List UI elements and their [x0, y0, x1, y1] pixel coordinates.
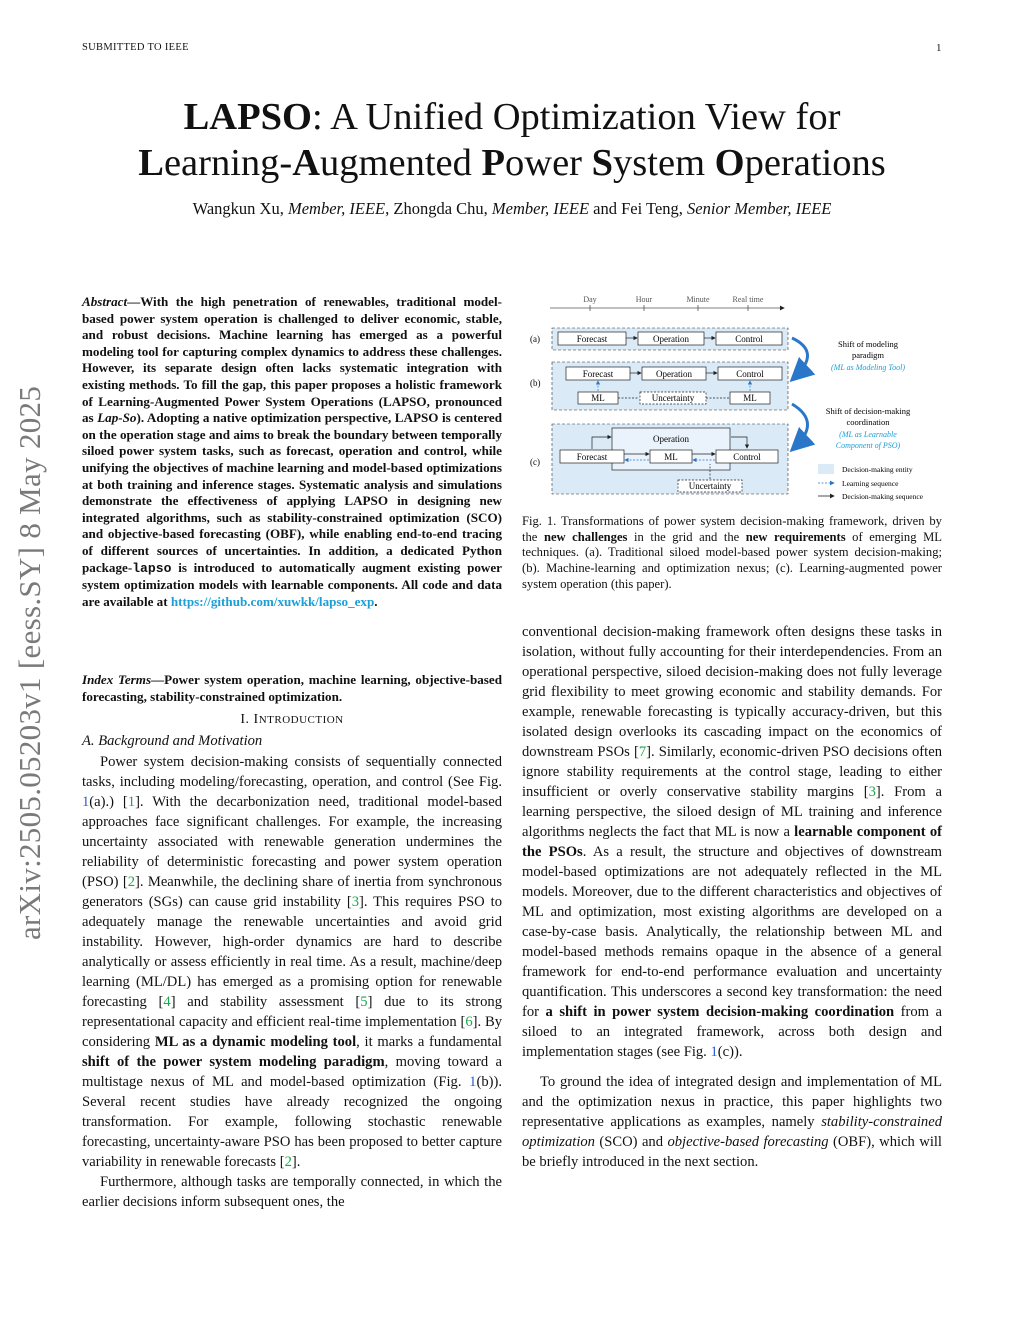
- fig-ref[interactable]: 1: [710, 1044, 718, 1060]
- svg-text:Operation: Operation: [653, 434, 689, 444]
- paragraph: Furthermore, although tasks are temporally connected, in which the earlier decisions inform subsequent ones, the: [82, 1174, 502, 1210]
- package-name: lapso: [132, 560, 172, 576]
- section-heading: I. INTRODUCTION: [240, 712, 344, 727]
- citation[interactable]: 6: [465, 1014, 473, 1030]
- framework-diagram: [522, 292, 942, 504]
- svg-text:ML: ML: [743, 393, 757, 403]
- svg-text:ML: ML: [591, 393, 605, 403]
- shift-arrow-1: [792, 338, 808, 378]
- paper-title: [60, 94, 964, 186]
- svg-text:Control: Control: [733, 452, 761, 462]
- timeline-label: Hour: [635, 295, 653, 304]
- legend-decision: Decision-making sequence: [842, 492, 924, 501]
- legend-learning: Learning sequence: [842, 479, 899, 488]
- github-link[interactable]: https://github.com/xuwkk/lapso_exp: [170, 593, 375, 609]
- citation[interactable]: 7: [638, 744, 647, 760]
- svg-text:Forecast: Forecast: [576, 334, 608, 344]
- svg-text:Forecast: Forecast: [576, 452, 608, 462]
- citation[interactable]: 2: [284, 1154, 292, 1170]
- subsection-heading: A. Background and Motivation: [82, 733, 263, 749]
- running-header: SUBMITTED TO IEEE: [82, 42, 189, 53]
- svg-text:Shift of modeling: Shift of modeling: [838, 339, 898, 349]
- row-label-c: (c): [530, 457, 540, 467]
- svg-text:Uncertainty: Uncertainty: [651, 393, 695, 403]
- svg-text:Operation: Operation: [653, 334, 689, 344]
- svg-text:Operation: Operation: [656, 369, 692, 379]
- citation[interactable]: 3: [868, 784, 876, 800]
- citation[interactable]: 2: [127, 874, 135, 890]
- legend-swatch: [818, 464, 834, 474]
- svg-text:Control: Control: [736, 369, 764, 379]
- fig-ref[interactable]: 1: [469, 1074, 477, 1090]
- citation[interactable]: 5: [360, 994, 368, 1010]
- paragraph: conventional decision-making framework often designs these tasks in isolation, without fully accounting for their interdependencies. From an operational perspective, siloed decision-making does not fully leverage grid flexibility to meet growing economic and stability demands. For example, renewable forecasting is typically accuracy-driven, but this isolated design overlooks its cascading impact on the economics of downstream PSOs [7]. Similarly, economic-driven PSO decisions often ignore stability requirements at the control stage, leading to either insufficient or overly conservative stability margins [3]. From a learning perspective, the siloed design of ML training and inference algorithms neglects the fact that ML is now a learnable component of the PSOs. As a result, the structure and objectives of downstream model-based optimizations are not adequately reflected in the ML models. Moreover, due to the different characteristics and objectives of ML and optimization, most existing algorithms are developed on a case-by-case basis. Analytically, the relationship between ML and model-based methods remains opaque in the absence of a general framework for end-to-end performance evaluation and uncertainty quantification. This underscores a second key transformation: the need for a shift in power system decision-making coordination from a siloed to an integrated framework, across both design and implementation stages (see Fig. 1(c)).: [522, 624, 942, 1060]
- citation[interactable]: 4: [163, 994, 171, 1010]
- citation[interactable]: 1: [127, 794, 136, 810]
- intro-left-column: [82, 752, 502, 1212]
- row-label-a: (a): [530, 334, 540, 344]
- page-number: 1: [936, 42, 942, 54]
- svg-text:Forecast: Forecast: [582, 369, 614, 379]
- abstract: Abstract—With the high penetration of renewables, traditional model-based power system operation is challenged to deliver economic, stable, and robust decisions. Machine learning has emerged as a powerful modeling tool for capturing complex dynamics to address these challenges. However, its separate design often lacks systematic integration with existing methods. To fill the gap, this paper proposes a holistic framework of Learning-Augmented Power System Operations (LAPSO, pronounced as Lap-So). Adopting a native optimization perspective, LAPSO is centered on the operation stage and aims to break the boundary between temporally siloed power system tasks, such as forecast, operation and control, while unifying the objectives of machine learning and model-based optimizations at both training and inference stages. Systematic analysis and simulations demonstrate the effectiveness of applying LAPSO in designing new integrated algorithms, such as stability-constrained optimization (SCO) and objective-based forecasting (OBF), while enabling end-to-end tracing of different sources of uncertainties. In addition, a dedicated Python package-lapso is introduced to automatically augment existing power system optimization models with learnable components. All code and data are available at https://github.com/xuwkk/lapso_exp.: [82, 294, 502, 609]
- svg-text:Control: Control: [735, 334, 763, 344]
- citation[interactable]: 3: [351, 894, 360, 910]
- svg-text:ML: ML: [664, 452, 678, 462]
- shift-arrow-2: [792, 404, 808, 448]
- svg-text:Uncertainty: Uncertainty: [688, 481, 732, 491]
- svg-text:(ML as Learnable: (ML as Learnable: [839, 430, 897, 439]
- svg-text:Shift of decision-making: Shift of decision-making: [825, 406, 911, 416]
- index-terms: Index Terms—Power system operation, machine learning, objective-based forecasting, stability-constrained optimization.: [82, 672, 502, 704]
- timeline-label: Real time: [732, 295, 764, 304]
- timeline-label: Minute: [686, 295, 710, 304]
- figure-1: [522, 292, 942, 504]
- svg-text:paradigm: paradigm: [851, 350, 885, 360]
- fig-ref[interactable]: 1: [82, 794, 90, 810]
- figure-caption: Fig. 1. Transformations of power system decision-making framework, driven by the new challenges in the grid and the new requirements of emerging ML techniques. (a). Traditional siloed model-based power system decision-making; (b). Machine-learning and optimization nexus; (c). Learning-augmented power system operation (this paper).: [522, 514, 942, 591]
- intro-right-column: [522, 622, 942, 1172]
- svg-text:coordination: coordination: [846, 417, 890, 427]
- paragraph: To ground the idea of integrated design and implementation of ML and the optimization nexus in practice, this paper highlights two representative applications as examples, namely stability-constrained optimization (SCO) and objective-based forecasting (OBF), which will be briefly introduced in the next section.: [522, 1074, 942, 1170]
- legend-entity: Decision-making entity: [842, 465, 913, 474]
- row-label-b: (b): [530, 378, 541, 388]
- svg-text:(ML as Modeling Tool): (ML as Modeling Tool): [830, 363, 906, 372]
- title-line-1: LAPSO: A Unified Optimization View for: [183, 96, 841, 138]
- svg-text:Component of PSO): Component of PSO): [835, 441, 901, 450]
- paragraph: Power system decision-making consists of sequentially connected tasks, including modeling/forecasting, operation, and control (See Fig. 1(a).) [1]. With the decarbonization need, traditional model-based approaches face significant challenges. For example, the increasing uncertainty associated with renewable generation undermines the reliability of deterministic forecasting and power system operation (PSO) [2]. Meanwhile, the declining share of inertia from synchronous generators (SGs) can cause grid instability [3]. This requires PSO to adequately manage the renewable uncertainties and avoid grid instability. However, high-order dynamics are hard to describe analytically or assess efficiently in real time. As a result, machine/deep learning (ML/DL) has emerged as a promising option for renewable forecasting [4] and stability assessment [5] due to its strong representational capacity and efficient real-time implementation [6]. By considering ML as a dynamic modeling tool, it marks a fundamental shift of the power system modeling paradigm, moving toward a multistage nexus of ML and model-based optimization (Fig. 1(b)). Several recent studies have already recognized the ongoing transformation. For example, following stochastic renewable forecasting, uncertainty-aware PSO has been proposed to better capture variability in renewable forecasts [2].: [82, 754, 503, 1170]
- timeline-label: Day: [583, 295, 597, 304]
- title-line-2: Learning-Augmented Power System Operations: [138, 142, 886, 184]
- author-list: Wangkun Xu, Member, IEEE, Zhongda Chu, Member, IEEE and Fei Teng, Senior Member, IEEE: [192, 199, 832, 218]
